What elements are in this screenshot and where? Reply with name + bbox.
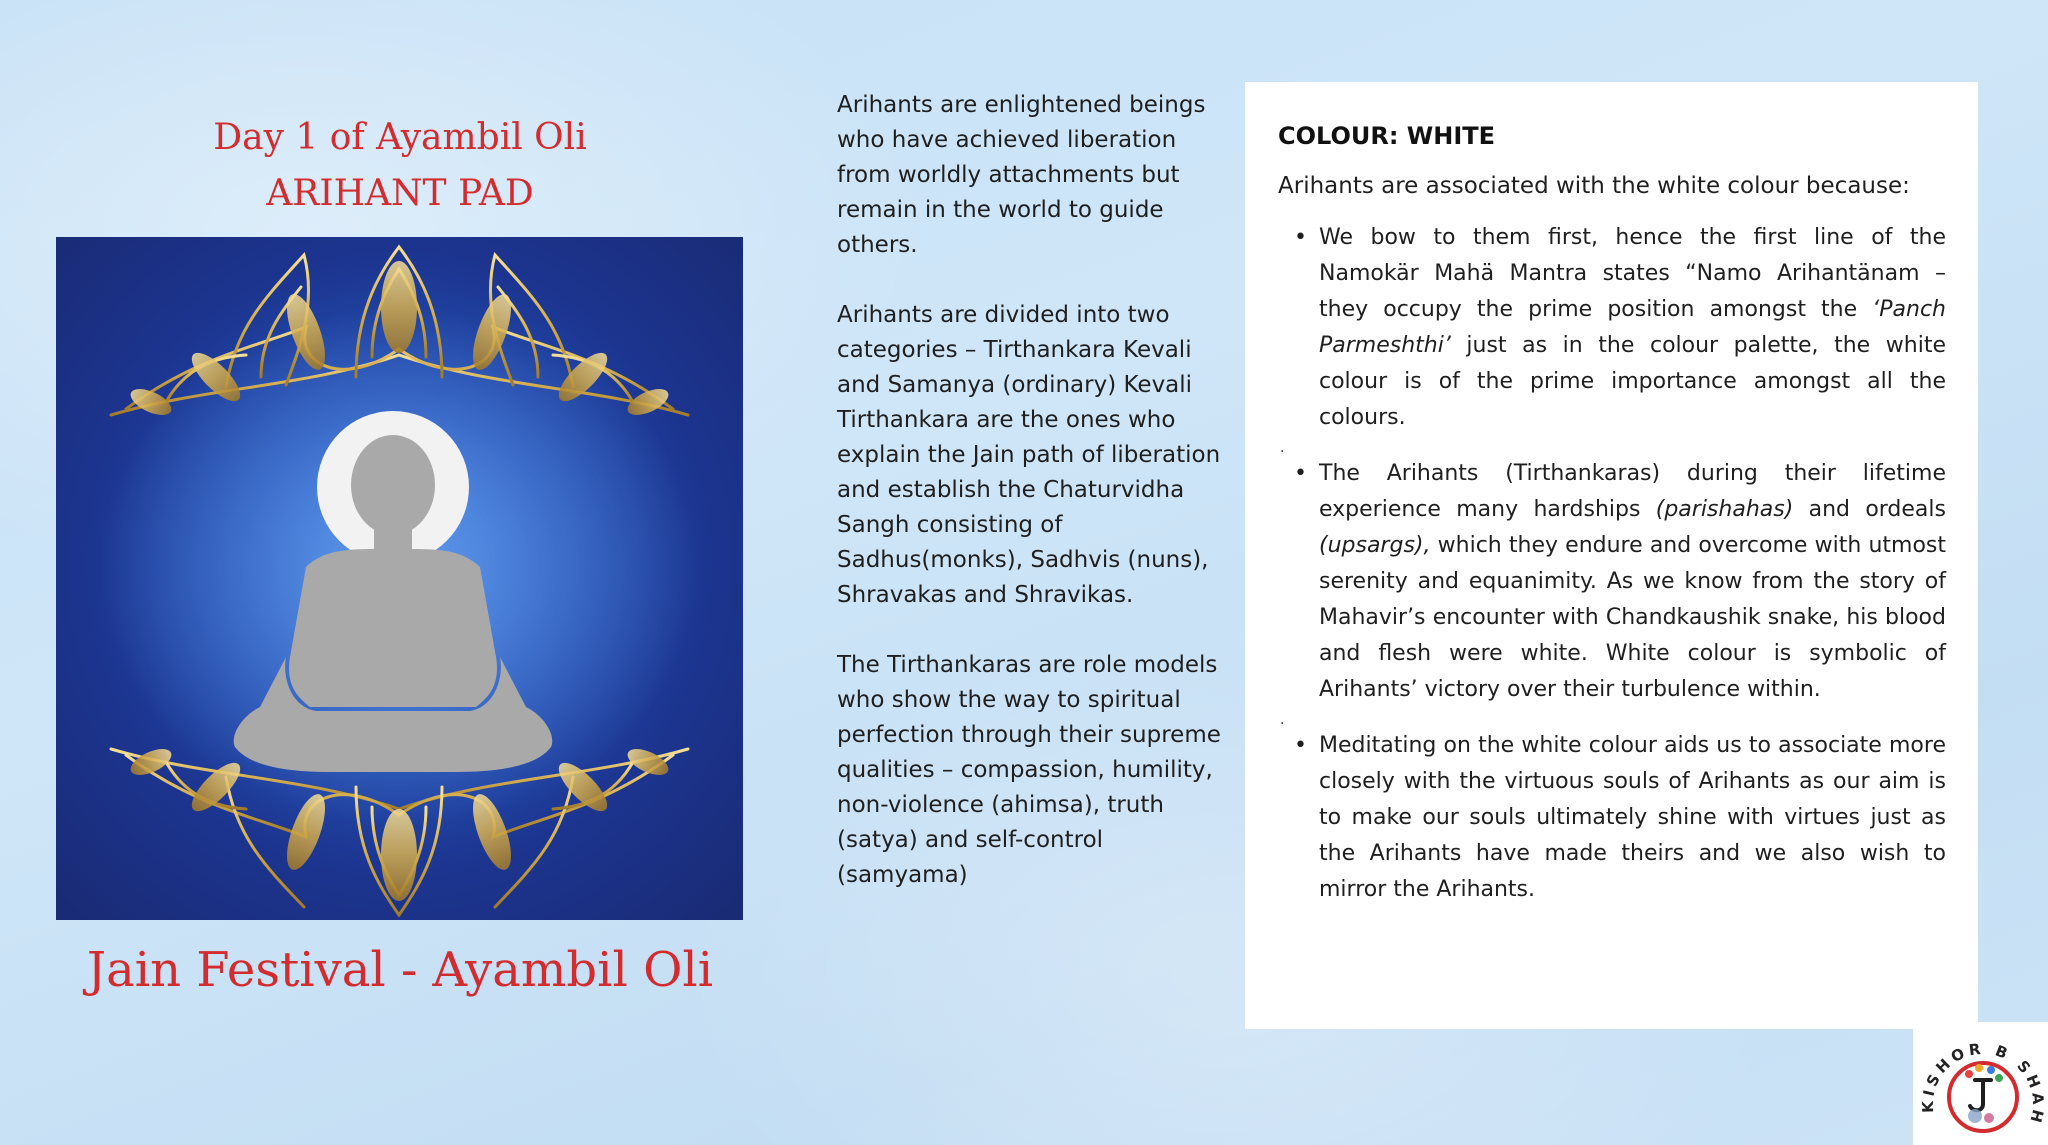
logo-emblem-icon	[1913, 1022, 2048, 1145]
description-column	[837, 88, 1227, 928]
bullet-2-italic-2: (upsargs),	[1319, 533, 1431, 558]
bullet-icon: •	[1294, 461, 1307, 486]
separator-dot	[1278, 708, 1946, 728]
colour-panel	[1245, 82, 1978, 1029]
day-title-line2: ARIHANT PAD	[266, 173, 534, 214]
reasons-list	[1278, 220, 1946, 908]
description-paragraph-1: Arihants are enlightened beings who have achieved liberation from worldly attachments but remain in the world to guide others.	[837, 92, 1206, 258]
description-paragraph-3: The Tirthankaras are role models who show the way to spiritual perfection through their supreme qualities – compassion, humility, non-violence (ahimsa), truth (satya) and self-control (samyama)	[837, 652, 1221, 888]
day-title	[56, 110, 744, 222]
bullet-2-text-mid: and ordeals	[1793, 497, 1946, 522]
logo-text: KISHOR B SHAH	[1918, 1039, 2048, 1129]
separator-dot	[1278, 436, 1946, 456]
arihant-illustration	[56, 237, 743, 920]
bullet-icon: •	[1294, 225, 1307, 250]
colour-heading: COLOUR: WHITE	[1278, 122, 1496, 150]
separator-dot-2: .	[1280, 712, 1285, 728]
colour-intro: Arihants are associated with the white colour because:	[1278, 173, 1910, 199]
bullet-2-italic-1: (parishahas)	[1655, 497, 1794, 522]
bullet-3-text: Meditating on the white colour aids us to associate more closely with the virtuous souls of Arihants as our aim is to make our souls ultimately shine with virtues just as the Arihants have made theirs and we also wish to mirror the Arihants.	[1319, 733, 1946, 902]
bullet-2-text: The Arihants (Tirthankaras) during their lifetime experience many hardships	[1319, 461, 1946, 522]
meditating-figure-icon	[56, 237, 743, 920]
list-item	[1278, 728, 1946, 908]
kishor-b-shah-logo	[1913, 1022, 2048, 1145]
list-item	[1278, 456, 1946, 708]
bullet-2-text-end: which they endure and overcome with utmost serenity and equanimity. As we know from the story of Mahavir’s encounter with Chandkaushik snake, his blood and flesh were white. White colour is symbolic of Arihants’ victory over their turbulence within.	[1319, 533, 1946, 702]
separator-dot-1: .	[1280, 440, 1285, 456]
bullet-icon: •	[1294, 733, 1307, 758]
description-paragraph-2: Arihants are divided into two categories – Tirthankara Kevali and Samanya (ordinary) Kevali Tirthankara are the ones who explain the Jain path of liberation and establish the Chaturvidha Sangh consisting of Sadhus(monks), Sadhvis (nuns), Shravakas and Shravikas.	[837, 302, 1221, 608]
bullet-1-italic: ‘Panch Parmeshthi’	[1319, 297, 1946, 358]
festival-title: Jain Festival - Ayambil Oli	[86, 942, 714, 998]
bullet-1-text: We bow to them first, hence the first line of the Namokär Mahä Mantra states “Namo Arihantänam – they occupy the prime position amongst the	[1319, 225, 1946, 322]
list-item	[1278, 220, 1946, 436]
day-title-line1: Day 1 of Ayambil Oli	[213, 117, 587, 158]
bullet-1-text-end: just as in the colour palette, the white colour is of the prime importance amongst all the colours.	[1319, 333, 1946, 430]
